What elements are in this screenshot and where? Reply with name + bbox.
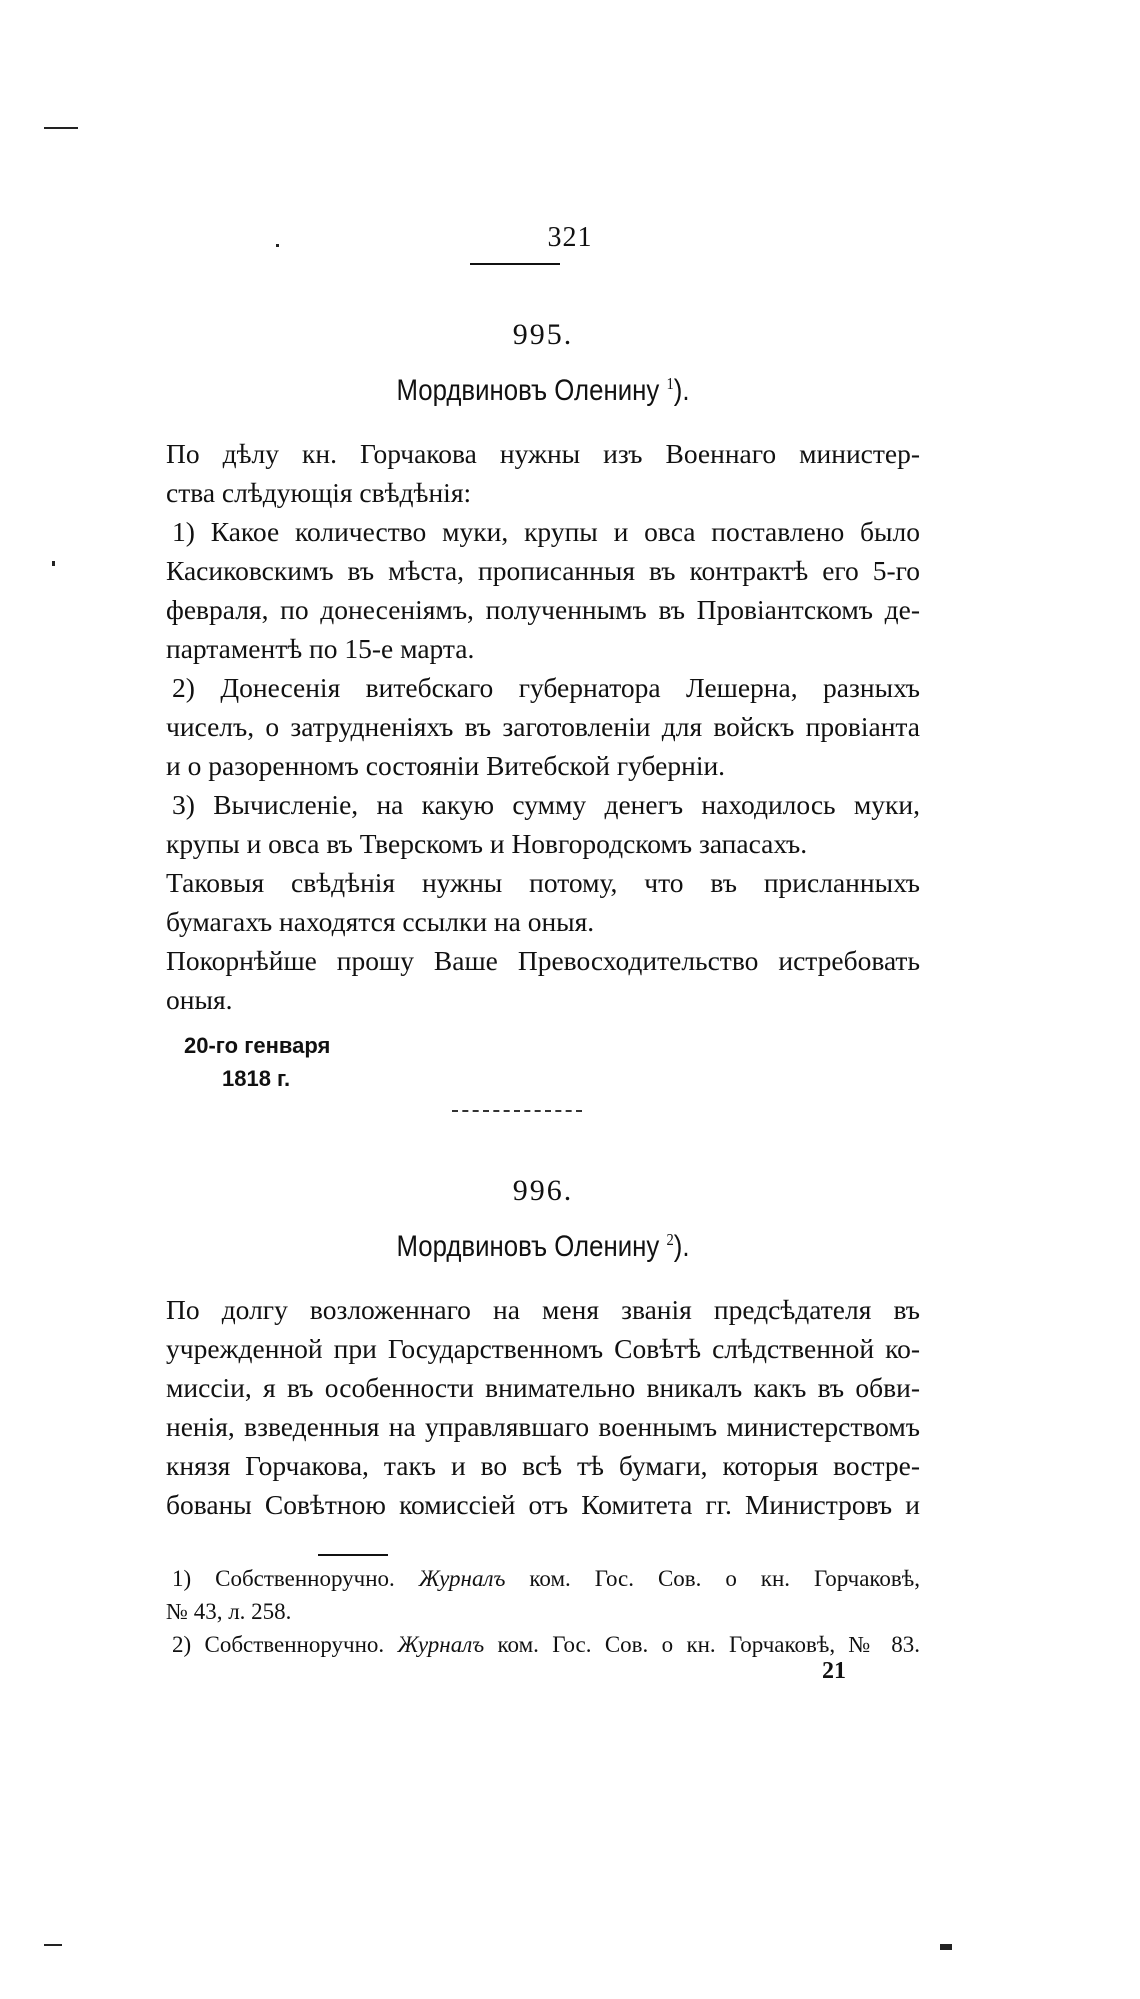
footnote-text: Собственноручно. (215, 1566, 395, 1591)
text-line: февраля, по донесеніямъ, полученнымъ въ Провіантскомъ де- (166, 594, 920, 625)
footnote-text: ком. Гос. Сов. о кн. Горчаковѣ, № 83. (497, 1632, 921, 1657)
scan-mark (44, 127, 78, 129)
text-line: князя Горчакова, такъ и во всѣ тѣ бумаги, которыя востре- (166, 1450, 920, 1481)
footnote-mark: 2) (172, 1632, 192, 1657)
document-heading (219, 1230, 867, 1264)
footnote-mark: 1) (172, 1566, 192, 1591)
footnote-italic: Журналъ (397, 1632, 485, 1657)
text-line: крупы и овса въ Тверскомъ и Новгородскомъ запасахъ. (166, 828, 808, 859)
scan-mark (44, 1944, 62, 1946)
footnote-mark: 1 (666, 374, 674, 393)
document-body (166, 434, 920, 1019)
document-number: 995. (512, 318, 574, 351)
document-body (166, 1290, 920, 1524)
heading-text: Мордвиновъ Оленину (396, 374, 660, 407)
date-line: 20-го генваря (184, 1033, 331, 1058)
paragraph (166, 863, 920, 941)
text-line: миссіи, я въ особенности внимательно вникалъ какъ въ обви- (166, 1372, 920, 1403)
text-line: бумагахъ находятся ссылки на оныя. (166, 906, 595, 937)
heading-close: ). (673, 1230, 690, 1263)
text-line: чиселъ, о затрудненіяхъ въ заготовленіи для войскъ провіанта (166, 711, 920, 742)
footnote-text: ком. Гос. Сов. о кн. Горчаковѣ, (529, 1566, 921, 1591)
scan-mark (52, 561, 55, 566)
page-number-rule (470, 263, 560, 265)
heading-close: ). (673, 374, 690, 407)
footnote-line: № 43, л. 258. (166, 1599, 292, 1624)
text-line: По долгу возложеннаго на меня званія предсѣдателя въ (166, 1294, 920, 1325)
text-line: Таковыя свѣдѣнія нужны потому, что въ присланныхъ (166, 867, 920, 898)
footnote-line (172, 1562, 920, 1595)
section-separator (452, 1110, 582, 1114)
date-year: 1818 г. (222, 1066, 291, 1091)
paragraph (166, 434, 920, 512)
paragraph (166, 512, 920, 668)
text-line: По дѣлу кн. Горчакова нужны изъ Военнаго министер- (166, 438, 920, 469)
document-996 (166, 1174, 920, 1524)
footnote-text: Собственноручно. (204, 1632, 385, 1657)
text-line: учрежденной при Государственномъ Совѣтѣ слѣдственной ко- (166, 1333, 920, 1364)
text-line: партаментѣ по 15-е марта. (166, 633, 475, 664)
document-heading (219, 374, 867, 408)
document-995 (166, 318, 920, 1095)
text-line: бованы Совѣтною комиссіей отъ Комитета гг. Министровъ и (166, 1489, 920, 1520)
document-date (184, 1029, 920, 1095)
text-line: оныя. (166, 984, 233, 1015)
paragraph (166, 941, 920, 1019)
footnote-mark: 2 (666, 1230, 674, 1249)
text-line: и о разоренномъ состояніи Витебской губерніи. (166, 750, 726, 781)
document-number: 996. (512, 1174, 574, 1207)
page-number: 321 (547, 222, 593, 253)
footnote-rule (318, 1554, 388, 1556)
scan-mark (940, 1944, 952, 1950)
text-line: Покорнѣйше прошу Ваше Превосходительство истребовать (166, 945, 920, 976)
paragraph (166, 668, 920, 785)
paragraph (166, 1290, 920, 1524)
heading-text: Мордвиновъ Оленину (396, 1230, 660, 1263)
footnotes (166, 1562, 920, 1661)
text-line: ненія, взведенныя на управлявшаго военнымъ министерствомъ (166, 1411, 920, 1442)
footnote-1 (166, 1562, 920, 1628)
signature-number: 21 (822, 1658, 846, 1684)
footnote-2 (166, 1628, 920, 1661)
text-line: 1) Какое количество муки, крупы и овса поставлено было (172, 516, 920, 547)
text-line: ства слѣдующія свѣдѣнія: (166, 477, 472, 508)
footnote-italic: Журналъ (418, 1566, 506, 1591)
text-line: 3) Вычисленіе, на какую сумму денегъ находилось муки, (172, 789, 920, 820)
footnote-line (172, 1628, 920, 1661)
paragraph (166, 785, 920, 863)
text-line: Касиковскимъ въ мѣста, прописанныя въ контрактѣ его 5-го (166, 555, 920, 586)
text-line: 2) Донесенія витебскаго губернатора Лешерна, разныхъ (172, 672, 920, 703)
